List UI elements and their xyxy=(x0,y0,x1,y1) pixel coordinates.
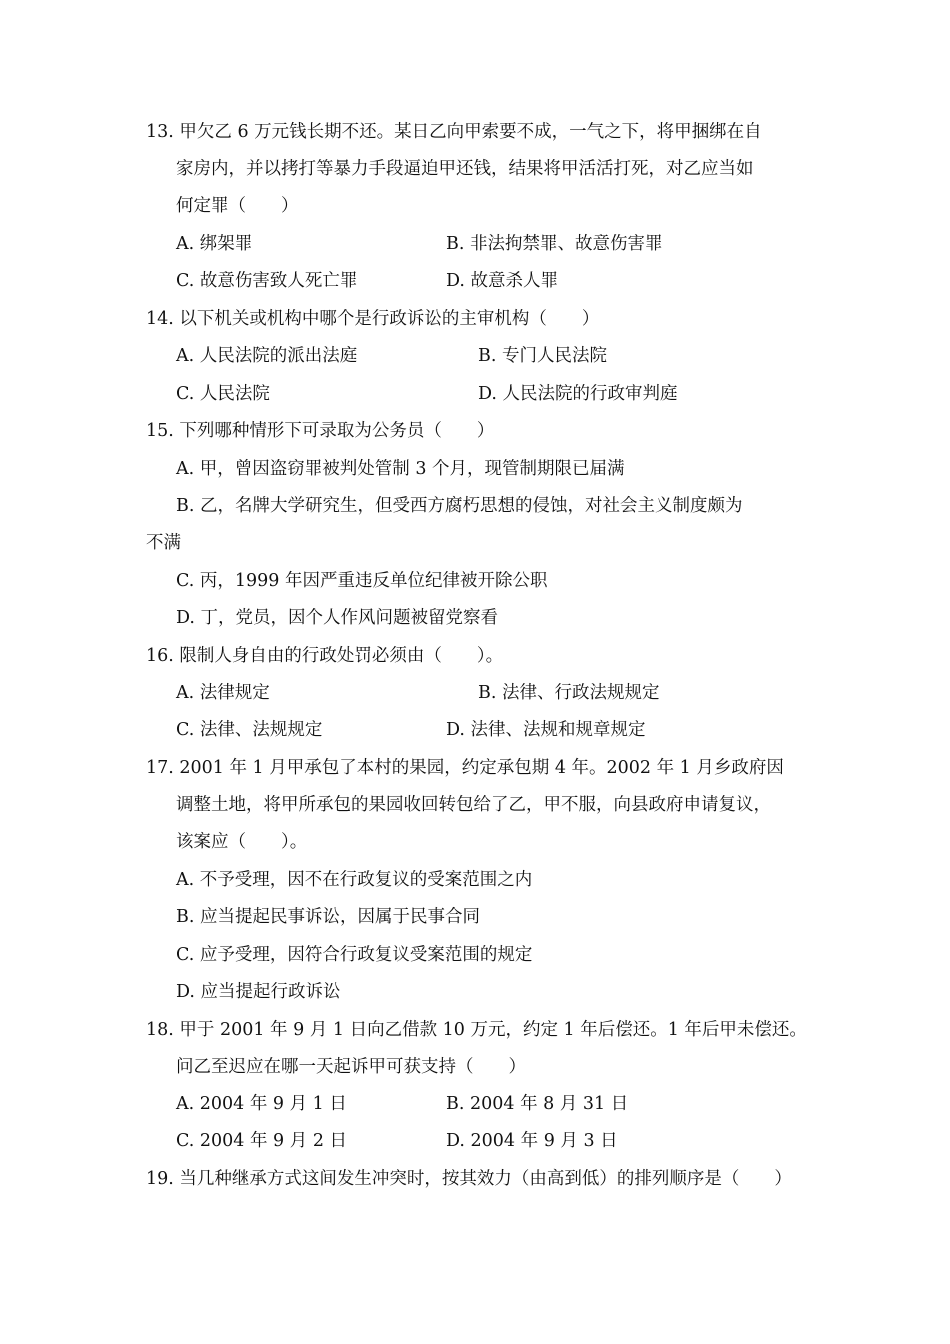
question-18-option-a: A. 2004 年 9 月 1 日 xyxy=(176,1094,347,1114)
question-13-option-c: C. 故意伤害致人死亡罪 xyxy=(176,271,358,291)
question-17-line-3: 该案应（ ）。 xyxy=(176,832,308,852)
question-17-option-d: D. 应当提起行政诉讼 xyxy=(176,982,341,1002)
question-13-option-b: B. 非法拘禁罪、故意伤害罪 xyxy=(446,234,663,254)
question-16-option-b: B. 法律、行政法规规定 xyxy=(478,683,660,703)
question-18-option-c: C. 2004 年 9 月 2 日 xyxy=(176,1131,348,1151)
question-16-option-d: D. 法律、法规和规章规定 xyxy=(446,720,646,740)
question-14-option-b: B. 专门人民法院 xyxy=(478,346,607,366)
question-18-line-1: 18. 甲于 2001 年 9 月 1 日向乙借款 10 万元，约定 1 年后偿还。1 年后甲未偿还。 xyxy=(146,1020,807,1040)
question-13-option-a: A. 绑架罪 xyxy=(176,234,253,254)
question-16-option-c: C. 法律、法规规定 xyxy=(176,720,323,740)
question-17-option-c: C. 应予受理，因符合行政复议受案范围的规定 xyxy=(176,945,533,965)
question-15-option-d: D. 丁，党员，因个人作风问题被留党察看 xyxy=(176,608,499,628)
question-18-option-b: B. 2004 年 8 月 31 日 xyxy=(446,1094,629,1114)
question-17-option-a: A. 不予受理，因不在行政复议的受案范围之内 xyxy=(176,870,533,890)
question-13-line-3: 何定罪（ ） xyxy=(176,196,299,216)
question-17-line-1: 17. 2001 年 1 月甲承包了本村的果园，约定承包期 4 年。2002 年 1 月乡政府因 xyxy=(146,758,784,778)
question-15-option-b-cont: 不满 xyxy=(146,533,181,553)
question-14-option-d: D. 人民法院的行政审判庭 xyxy=(478,384,678,404)
question-15-option-a: A. 甲，曾因盗窃罪被判处管制 3 个月，现管制期限已届满 xyxy=(176,459,625,479)
question-17-option-b: B. 应当提起民事诉讼，因属于民事合同 xyxy=(176,907,480,927)
question-13-option-d: D. 故意杀人罪 xyxy=(446,271,559,291)
question-18-option-d: D. 2004 年 9 月 3 日 xyxy=(446,1131,618,1151)
question-18-line-2: 问乙至迟应在哪一天起诉甲可获支持（ ） xyxy=(176,1057,526,1077)
question-14-line-1: 14. 以下机关或机构中哪个是行政诉讼的主审机构（ ） xyxy=(146,309,600,329)
question-14-option-c: C. 人民法院 xyxy=(176,384,270,404)
question-16-line-1: 16. 限制人身自由的行政处罚必须由（ ）。 xyxy=(146,646,504,666)
question-17-line-2: 调整土地，将甲所承包的果园收回转包给了乙，甲不服，向县政府申请复议， xyxy=(176,795,771,815)
question-15-line-1: 15. 下列哪种情形下可录取为公务员（ ） xyxy=(146,421,495,441)
question-14-option-a: A. 人民法院的派出法庭 xyxy=(176,346,358,366)
question-16-option-a: A. 法律规定 xyxy=(176,683,270,703)
question-13-line-2: 家房内，并以拷打等暴力手段逼迫甲还钱，结果将甲活活打死，对乙应当如 xyxy=(176,159,754,179)
question-13-line-1: 13. 甲欠乙 6 万元钱长期不还。某日乙向甲索要不成，一气之下，将甲捆绑在自 xyxy=(146,122,762,142)
question-19-line-1: 19. 当几种继承方式这间发生冲突时，按其效力（由高到低）的排列顺序是（ ） xyxy=(146,1169,792,1189)
question-15-option-c: C. 丙，1999 年因严重违反单位纪律被开除公职 xyxy=(176,571,548,591)
question-15-option-b: B. 乙，名牌大学研究生，但受西方腐朽思想的侵蚀，对社会主义制度颇为 xyxy=(176,496,743,516)
